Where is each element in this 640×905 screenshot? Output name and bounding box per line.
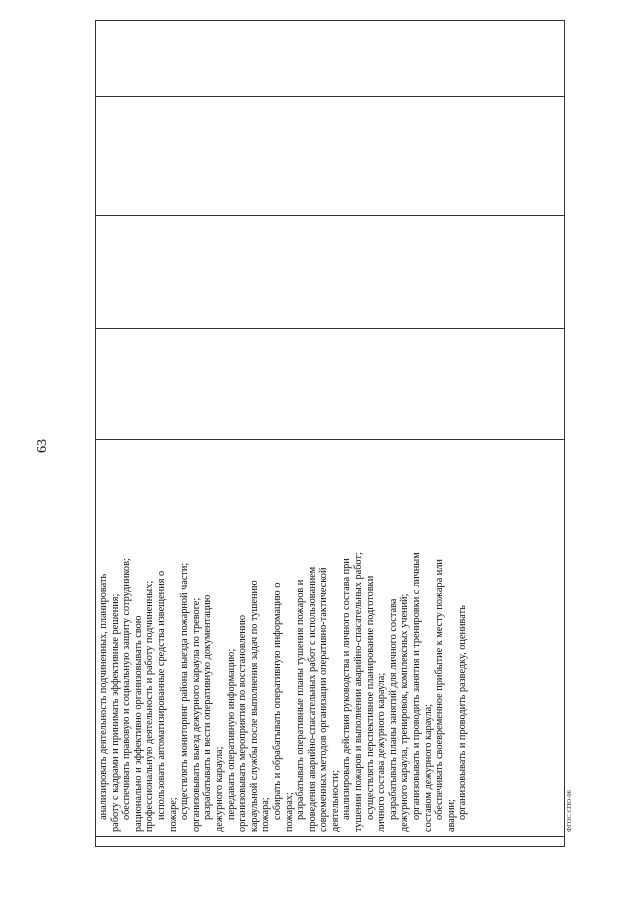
text-line: организовывать мероприятия по восстановлению [237,614,249,832]
table-cell-skills [96,440,565,837]
text-line: организовывать и проводить занятия и тренировки с личным [411,552,423,820]
text-line: собирать и обрабатывать оперативную информацию о [271,582,283,820]
text-line: передавать оперативную информацию; [225,648,237,820]
text-line: осуществлять мониторинг района выезда пожарной части; [179,562,191,820]
text-line: составом дежурного караула; [422,703,434,832]
table-cell-empty-1 [96,329,565,440]
text-line: дежурного караула, тренировок, комплексных учений; [399,593,411,832]
table-cell-index [96,837,565,847]
page-number: 63 [35,439,50,453]
text-line: пожаре; [167,797,179,832]
table-cell-empty-3 [96,97,565,216]
text-line: проведения аварийно-спасательных работ с использованием [306,566,318,832]
text-line: работу с кадрами и принимать эффективные решения; [109,593,121,832]
text-line: обеспечивать своевременное прибытие к месту пожара или [434,559,446,820]
table-row [96,21,565,847]
text-line: разрабатывать оперативные планы тушения пожаров и [295,579,307,820]
text-line: анализировать деятельность подчиненных, планировать [98,573,109,820]
text-line: современных методов организации оперативно-тактической [318,567,330,832]
text-line: разрабатывать и вести оперативную документацию [202,594,214,820]
text-line: личного состава дежурного караула; [376,672,388,832]
rotated-page-content [95,27,565,847]
text-line: использовать автоматизированные средства извещения о [155,570,167,820]
text-line: рационально и эффективно организовывать свою [132,615,144,832]
text-line: анализировать действия руководства и личного состава при [341,558,353,820]
text-line: деятельности; [329,770,341,832]
document-footer: ФГОС СПО-06 [566,790,573,832]
skills-text [96,440,469,836]
text-line: тушении пожаров и выполнении аварийно-спасательных работ; [353,552,365,832]
text-line: дежурного караула; [213,746,225,832]
text-line: разрабатывать планы занятий для личного состава [387,598,399,820]
text-line: караульной службы после выполнения задач по тушению [248,580,260,832]
text-line: аварии; [445,799,457,832]
text-line: пожара; [260,797,272,832]
table-cell-empty-2 [96,216,565,329]
text-line: осуществлять перспективное планирование подготовки [364,575,376,820]
text-line: профессиональную деятельность и работу подчиненных; [144,580,156,832]
text-line: пожарах; [283,792,295,832]
competency-table [95,20,565,847]
table-cell-empty-4 [96,21,565,97]
text-line: обеспечивать правовую и социальную защиту сотрудников; [121,558,133,820]
text-line: организовывать выезд дежурного караула по тревоге; [190,597,202,832]
text-line: организовывать и проводить разведку, оценивать [457,605,469,820]
